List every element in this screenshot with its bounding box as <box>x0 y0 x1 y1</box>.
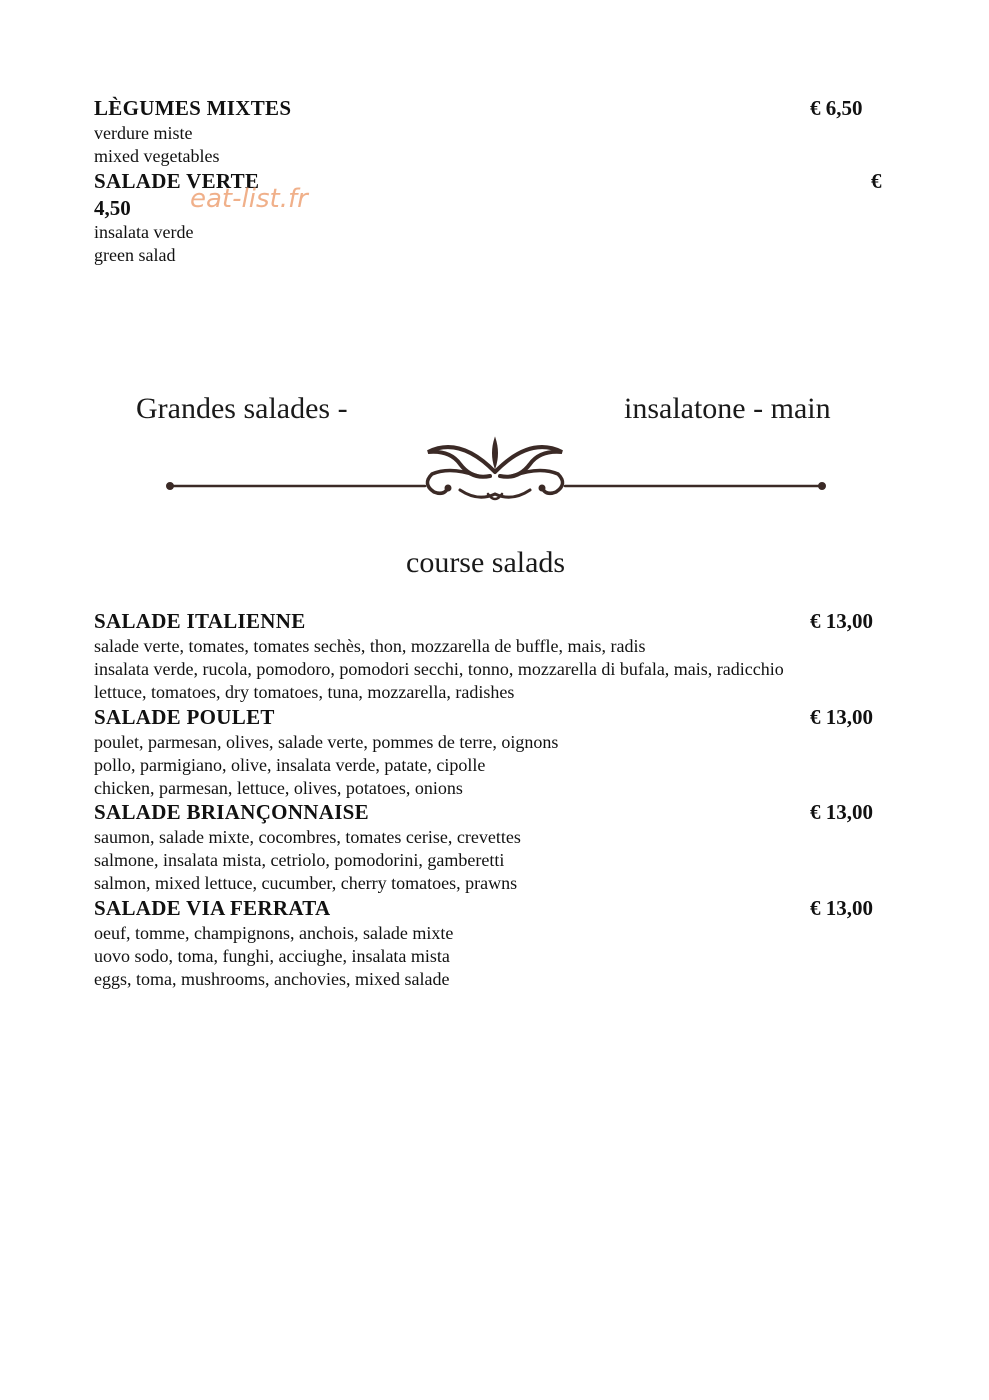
item-line-english: mixed vegetables <box>94 146 220 166</box>
item-price-value-salade-verte: 4,50 <box>94 196 131 220</box>
item-name-salade-brianconnaise: SALADE BRIANÇONNAISE <box>94 800 369 824</box>
item-line-italian: pollo, parmigiano, olive, insalata verde, patate, cipolle <box>94 755 486 775</box>
item-line-italian: insalata verde <box>94 222 194 242</box>
section-heading-right: insalatone - main <box>624 392 831 425</box>
item-price: € 13,00 <box>810 896 873 920</box>
item-line-french: saumon, salade mixte, cocombres, tomates cerise, crevettes <box>94 827 521 847</box>
watermark: eat-list.fr <box>190 184 308 214</box>
item-line-english: eggs, toma, mushrooms, anchovies, mixed salade <box>94 969 450 989</box>
item-price: € 13,00 <box>810 800 873 824</box>
item-line-french: poulet, parmesan, olives, salade verte, pommes de terre, oignons <box>94 732 559 752</box>
item-line-italian: verdure miste <box>94 123 193 143</box>
item-line-english: green salad <box>94 245 176 265</box>
item-price-symbol-salade-verte: € <box>871 169 882 193</box>
item-name-salade-poulet: SALADE POULET <box>94 705 275 729</box>
item-price-legumes-mixtes: € 6,50 <box>810 96 863 120</box>
item-line-italian: salmone, insalata mista, cetriolo, pomodorini, gamberetti <box>94 850 505 870</box>
section-heading-bottom: course salads <box>406 546 566 579</box>
flourish-divider-icon <box>160 428 830 508</box>
item-line-italian: insalata verde, rucola, pomodoro, pomodori secchi, tonno, mozzarella di bufala, mais, radicchio <box>94 659 784 679</box>
item-price: € 13,00 <box>810 609 873 633</box>
item-name-legumes-mixtes: LÈGUMES MIXTES <box>94 96 292 120</box>
item-name-salade-verte: SALADE VERTE <box>94 169 260 193</box>
item-line-french: oeuf, tomme, champignons, anchois, salade mixte <box>94 923 454 943</box>
item-name-salade-italienne: SALADE ITALIENNE <box>94 609 306 633</box>
section-heading-left: Grandes salades - <box>136 392 348 425</box>
item-line-french: salade verte, tomates, tomates sechès, thon, mozzarella de buffle, mais, radis <box>94 636 646 656</box>
item-line-italian: uovo sodo, toma, funghi, acciughe, insalata mista <box>94 946 450 966</box>
item-line-english: chicken, parmesan, lettuce, olives, potatoes, onions <box>94 778 463 798</box>
item-line-english: lettuce, tomatoes, dry tomatoes, tuna, mozzarella, radishes <box>94 682 515 702</box>
item-name-salade-via-ferrata: SALADE VIA FERRATA <box>94 896 331 920</box>
item-price: € 13,00 <box>810 705 873 729</box>
item-line-english: salmon, mixed lettuce, cucumber, cherry tomatoes, prawns <box>94 873 518 893</box>
